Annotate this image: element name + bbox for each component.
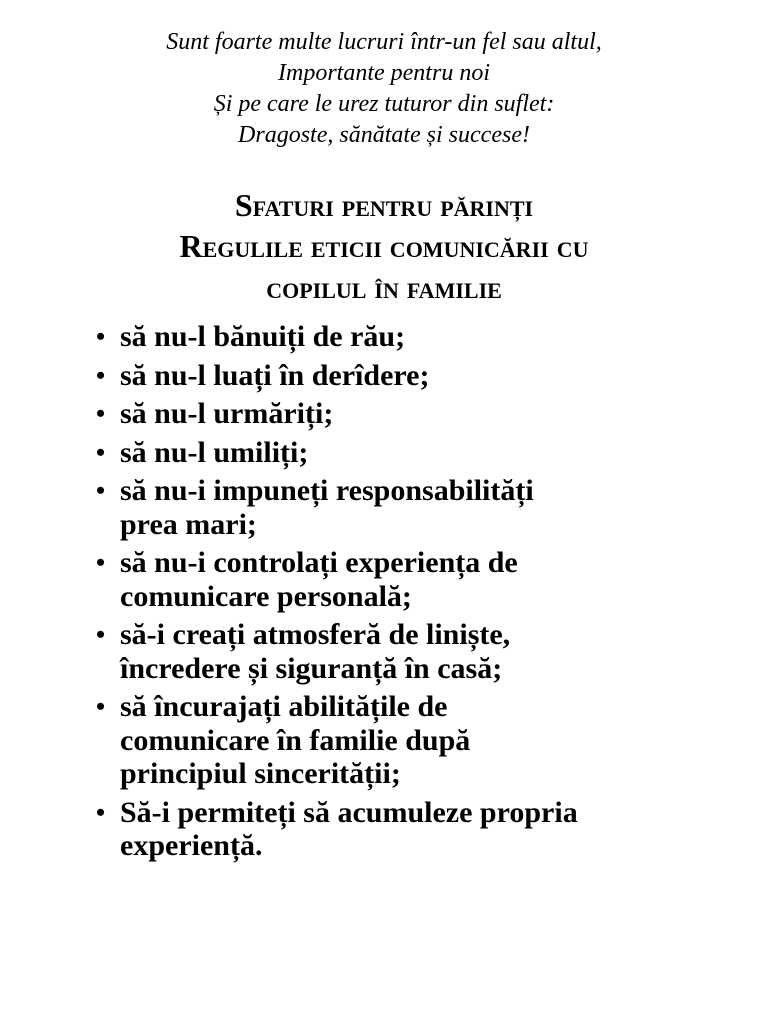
- document-title: [0, 185, 768, 308]
- list-item-text: să nu-i impuneți responsabilități: [120, 474, 534, 507]
- dedication-poem: [0, 27, 768, 151]
- title-line: Sfaturi pentru părinți: [234, 187, 534, 223]
- list-item-text: prea mari;: [120, 507, 257, 541]
- poem-line: Dragoste, sănătate și succese!: [238, 122, 530, 148]
- bullet-icon: •: [96, 548, 106, 577]
- list-item: [94, 397, 734, 431]
- list-item: [94, 546, 734, 613]
- list-item: [94, 690, 734, 791]
- bullet-icon: •: [96, 476, 106, 505]
- list-item-text: Să-i permiteți să acumuleze propria: [120, 795, 578, 829]
- list-item: [94, 474, 734, 541]
- list-item-text: experiență.: [120, 829, 263, 862]
- list-item-text: comunicare în familie după: [120, 723, 471, 757]
- list-item: [94, 359, 734, 393]
- bullet-icon: •: [96, 322, 106, 351]
- bullet-icon: •: [96, 692, 106, 721]
- bullet-icon: •: [96, 797, 106, 827]
- list-item: [94, 796, 734, 863]
- bullet-icon: •: [96, 360, 106, 390]
- list-item: [94, 320, 734, 354]
- list-item-text: să-i creați atmosferă de liniște,: [120, 618, 511, 651]
- poem-line: Importante pentru noi: [278, 60, 490, 86]
- bullet-icon: •: [96, 437, 106, 467]
- poem-line: Sunt foarte multe lucruri într-un fel sau altul,: [166, 29, 602, 55]
- bullet-icon: •: [96, 399, 106, 428]
- title-line: Regulile eticii comunicării cu: [179, 228, 589, 264]
- list-item: [94, 618, 734, 685]
- list-item-text: încredere și siguranță în casă;: [120, 651, 503, 685]
- list-item-text: să nu-l bănuiți de rău;: [120, 320, 406, 353]
- list-item-text: să nu-l umiliți;: [120, 435, 309, 469]
- list-item-text: să încurajați abilitățile de: [120, 690, 448, 723]
- poem-line: Și pe care le urez tuturor din suflet:: [213, 91, 555, 117]
- list-item-text: să nu-i controlați experiența de: [120, 546, 518, 579]
- bullet-icon: •: [96, 620, 106, 649]
- list-item: [94, 436, 734, 470]
- list-item-text: să nu-l urmăriți;: [120, 397, 334, 430]
- list-item-text: principiul sincerității;: [120, 757, 401, 790]
- advice-list: [94, 320, 734, 868]
- list-item-text: comunicare personală;: [120, 579, 412, 613]
- list-item-text: să nu-l luați în derîdere;: [120, 358, 430, 392]
- title-line: copilul în familie: [266, 269, 502, 305]
